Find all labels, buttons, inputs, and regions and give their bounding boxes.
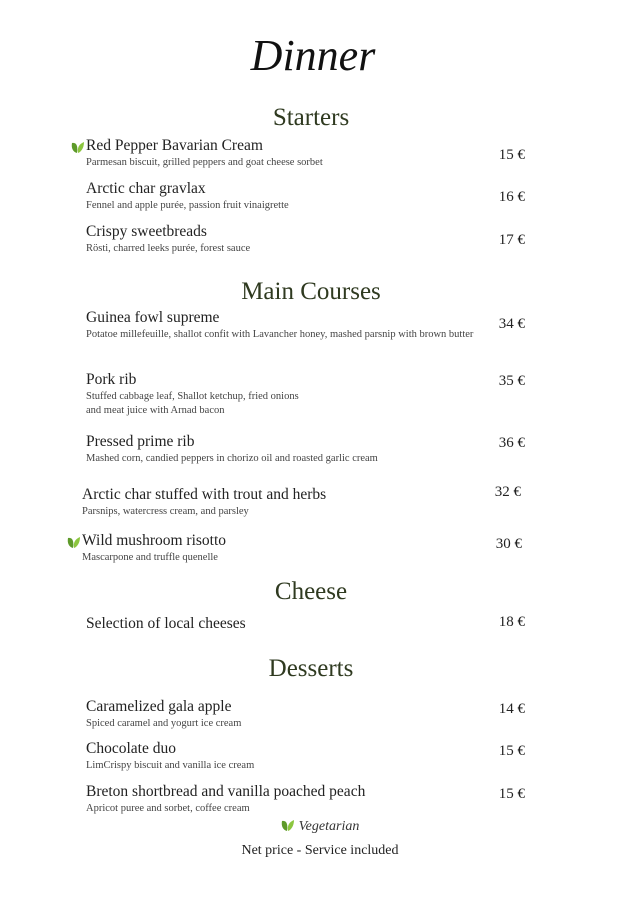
menu-item-price: 15 € bbox=[498, 743, 525, 759]
vegetarian-legend bbox=[0, 819, 640, 835]
menu-item-price: 35 € bbox=[498, 373, 525, 389]
menu-item-description: Fennel and apple purée, passion fruit vinaigrette bbox=[86, 200, 289, 211]
menu-item-description: Rösti, charred leeks purée, forest sauce bbox=[86, 243, 251, 254]
menu-item-name: Chocolate duo bbox=[86, 740, 176, 757]
menu-item-description: Potatoe millefeuille, shallot confit with Lavancher honey, mashed parsnip with brown butter bbox=[86, 329, 474, 340]
menu-item-price: 15 € bbox=[498, 786, 525, 802]
menu-item-price: 36 € bbox=[498, 435, 525, 451]
section-heading: Cheese bbox=[274, 578, 348, 605]
menu-item-name: Wild mushroom risotto bbox=[82, 532, 227, 549]
menu-item-name: Selection of local cheeses bbox=[86, 615, 246, 632]
menu-item-name: Caramelized gala apple bbox=[86, 698, 232, 715]
menu-item-description: Spiced caramel and yogurt ice cream bbox=[86, 718, 242, 729]
menu-item-name: Crispy sweetbreads bbox=[86, 223, 207, 240]
menu-item-price: 34 € bbox=[498, 316, 525, 332]
menu-title: Dinner bbox=[250, 31, 376, 80]
section-heading: Starters bbox=[272, 104, 350, 131]
menu-item-description: Parsnips, watercress cream, and parsley bbox=[82, 506, 249, 517]
menu-item-description: Apricot puree and sorbet, coffee cream bbox=[86, 803, 250, 814]
menu-item-description: LimCrispy biscuit and vanilla ice cream bbox=[86, 760, 255, 771]
section-heading: Desserts bbox=[268, 655, 354, 682]
menu-item-name: Guinea fowl supreme bbox=[86, 309, 220, 326]
menu-item-price: 16 € bbox=[498, 189, 525, 205]
menu-item-price: 18 € bbox=[498, 614, 525, 630]
leaf-icon bbox=[67, 534, 81, 553]
leaf-icon bbox=[71, 139, 85, 158]
menu-item-name: Pork rib bbox=[86, 371, 137, 388]
footer-note: Net price - Service included bbox=[241, 843, 399, 858]
menu-item-description: Stuffed cabbage leaf, Shallot ketchup, fried onions and meat juice with Arnad bacon bbox=[86, 391, 299, 416]
menu-item-name: Breton shortbread and vanilla poached peach bbox=[86, 783, 366, 800]
menu-item-price: 15 € bbox=[498, 147, 525, 163]
menu-item-description: Parmesan biscuit, grilled peppers and goat cheese sorbet bbox=[86, 157, 323, 168]
leaf-icon bbox=[281, 819, 295, 832]
menu-item-price: 17 € bbox=[498, 232, 525, 248]
menu-item-price: 14 € bbox=[498, 701, 525, 717]
menu-item-description: Mashed corn, candied peppers in chorizo oil and roasted garlic cream bbox=[86, 453, 378, 464]
menu-item-name: Arctic char gravlax bbox=[86, 180, 206, 197]
menu-item-description: Mascarpone and truffle quenelle bbox=[82, 552, 218, 563]
menu-item-name: Pressed prime rib bbox=[86, 433, 195, 450]
section-heading: Main Courses bbox=[241, 278, 381, 305]
menu-item-name: Arctic char stuffed with trout and herbs bbox=[82, 486, 327, 503]
vegetarian-label: Vegetarian bbox=[298, 819, 360, 834]
menu-item-price: 32 € bbox=[494, 484, 521, 500]
menu-item-name: Red Pepper Bavarian Cream bbox=[86, 137, 263, 154]
menu-item-price: 30 € bbox=[495, 536, 522, 552]
